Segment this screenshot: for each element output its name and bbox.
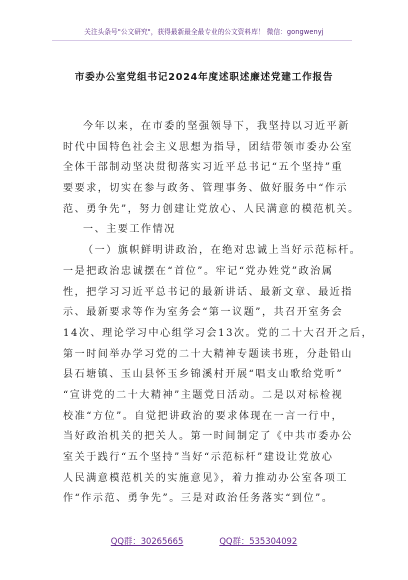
- subsection-heading: （一）旗帜鲜明讲政治，在绝对忠诚上当好示范标杆。: [83, 245, 362, 257]
- paragraph-line: 14次、理论学习中心组学习会13次。党的二十大召开之后，: [63, 327, 374, 339]
- qq-group-link-2[interactable]: QQ群：535304092: [219, 536, 298, 546]
- paragraph-line: 一是把政治忠诚摆在“首位”。牢记“党办姓党”政治属: [63, 265, 334, 277]
- paragraph-line: 性，把学习习近平总书记的最新讲话、最新文章、最近指: [63, 286, 353, 298]
- paragraph-line: 全体干部制动坚决贯彻落实习近平总书记“五个坚持”重: [63, 162, 344, 174]
- qq-group-link-1[interactable]: QQ群：30265665: [110, 536, 184, 546]
- paragraph-line: 范、勇争先”，努力创建让党放心、人民满意的模范机关。: [63, 203, 360, 215]
- paragraph-line: 要要求，切实在参与政务、管理事务、做好服务中“作示: [63, 183, 349, 195]
- paragraph-line: 第一时间举办学习党的二十大精神专题读书班，分赴铅山: [63, 348, 353, 360]
- section-heading: 一、主要工作情况: [83, 224, 176, 236]
- paragraph-line: 校准“方位”。自觉把讲政治的要求体现在一言一行中，: [63, 410, 344, 422]
- paragraph-line: 人民满意模范机关的实施意见》，着力推动办公室各项工: [63, 472, 348, 484]
- paragraph-line: 时代中国特色社会主义思想为指导，团结带领市委办公室: [63, 141, 353, 153]
- paragraph-line: 室关于践行“五个坚持”当好“示范标杆”建设让党放心: [63, 452, 334, 463]
- paragraph-line: 当好政治机关的把关人。第一时间制定了《中共市委办公: [63, 431, 353, 443]
- paragraph-line: “宣讲党的二十大精神”主题党日活动。二是以对标检视: [63, 389, 344, 401]
- document-title: 市委办公室党组书记2024年度述职述廉述党建工作报告: [74, 72, 334, 83]
- paragraph-line: 示、最新要求等作为室务会“第一议题”，共召开室务会: [63, 307, 344, 319]
- header-banner: 关注头条号"公文研究"，获得最新最全最专业的公文资料库！ 微信：gongwenyj: [84, 28, 324, 36]
- document-body: [63, 117, 374, 510]
- paragraph-line: 今年以来，在市委的坚强领导下，我坚持以习近平新: [83, 121, 350, 132]
- paragraph-line: 作“作示范、勇争先”。三是对政治任务落实“到位”。: [63, 493, 334, 505]
- paragraph-line: 县石塘镇、玉山县怀玉乡锦溪村开展“唱支山歌给党听”: [63, 369, 344, 381]
- header-divider: [52, 40, 352, 41]
- footer-links: [0, 535, 408, 547]
